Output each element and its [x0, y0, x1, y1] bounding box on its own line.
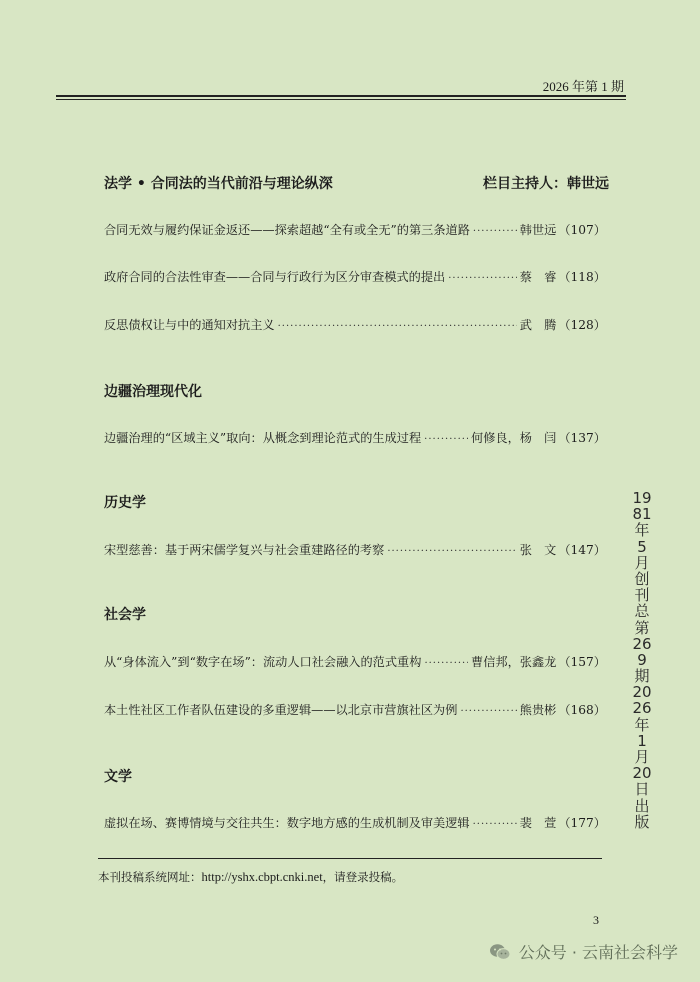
entry-title: 合同无效与履约保证金返还——探索超越“全有或全无”的第三条道路 [104, 223, 470, 237]
toc-entry[interactable] [104, 701, 606, 718]
entry-page: （147） [558, 543, 606, 557]
toc-entry[interactable] [104, 429, 606, 446]
entry-author: 张 文 [519, 543, 557, 557]
entry-author: 何修良，杨 闫 [471, 431, 557, 445]
entry-title: 从“身体流入”到“数字在场”：流动人口社会融入的范式重构 [104, 655, 422, 669]
issue-label: 2026 年第 1 期 [542, 79, 624, 94]
toc-entry[interactable] [104, 814, 606, 831]
entry-page: （137） [558, 431, 606, 445]
footer-rule [98, 858, 602, 859]
leader-dots [387, 546, 516, 557]
section-title-border: 边疆治理现代化 [104, 384, 202, 400]
entry-page: （128） [558, 318, 606, 332]
entry-author: 蔡 睿 [519, 270, 557, 284]
leader-dots [424, 434, 468, 445]
toc-entry[interactable] [104, 653, 606, 670]
entry-page: （157） [558, 655, 606, 669]
entry-author: 韩世远 [519, 223, 557, 237]
toc-entry[interactable] [104, 268, 606, 285]
entry-author: 熊贵彬 [519, 703, 557, 717]
entry-page: （107） [558, 223, 606, 237]
submission-note [98, 869, 403, 885]
entry-title: 宋型慈善：基于两宋儒学复兴与社会重建路径的考察 [104, 543, 385, 557]
entry-author: 武 腾 [519, 318, 557, 332]
watermark-text: 公众号 · 云南社会科学 [518, 943, 678, 962]
leader-dots [448, 273, 517, 284]
page-number: 3 [593, 913, 599, 927]
section-host: 栏目主持人：韩世远 [483, 176, 609, 192]
leader-dots [460, 706, 516, 717]
section-title-history: 历史学 [104, 495, 146, 511]
leader-dots [424, 658, 468, 669]
toc-entry[interactable] [104, 316, 606, 333]
leader-dots [473, 819, 517, 830]
header-rule-thin [56, 99, 626, 100]
entry-page: （177） [558, 816, 606, 830]
entry-title: 边疆治理的“区域主义”取向：从概念到理论范式的生成过程 [104, 431, 422, 445]
submission-prefix: 本刊投稿系统网址： [98, 870, 202, 884]
entry-page: （118） [558, 270, 606, 284]
entry-title: 本土性社区工作者队伍建设的多重逻辑——以北京市营旗社区为例 [104, 703, 458, 717]
header-rule [56, 95, 626, 97]
entry-page: （168） [558, 703, 606, 717]
section-title-literature: 文学 [104, 769, 132, 785]
toc-entry[interactable] [104, 541, 606, 558]
leader-dots [278, 321, 517, 332]
publication-info-vertical: 1981年5月创刊 总第269期 2026年1月20日出版 [632, 489, 652, 831]
entry-author: 裴 萱 [519, 816, 557, 830]
wechat-icon [489, 943, 511, 961]
entry-author: 曹信邦，张鑫龙 [471, 655, 557, 669]
submission-url[interactable]: http://yshx.cbpt.cnki.net [201, 870, 323, 884]
entry-title: 虚拟在场、赛博情境与交往共生：数字地方感的生成机制及审美逻辑 [104, 816, 470, 830]
toc-entry[interactable] [104, 221, 606, 238]
entry-title: 政府合同的合法性审查——合同与行政行为区分审查模式的提出 [104, 270, 446, 284]
leader-dots [473, 226, 517, 237]
section-title-law: 法学 • 合同法的当代前沿与理论纵深 [104, 176, 333, 192]
entry-title: 反思债权让与中的通知对抗主义 [104, 318, 275, 332]
watermark [489, 940, 678, 963]
submission-suffix: ，请登录投稿。 [322, 870, 404, 884]
section-title-sociology: 社会学 [104, 607, 146, 623]
